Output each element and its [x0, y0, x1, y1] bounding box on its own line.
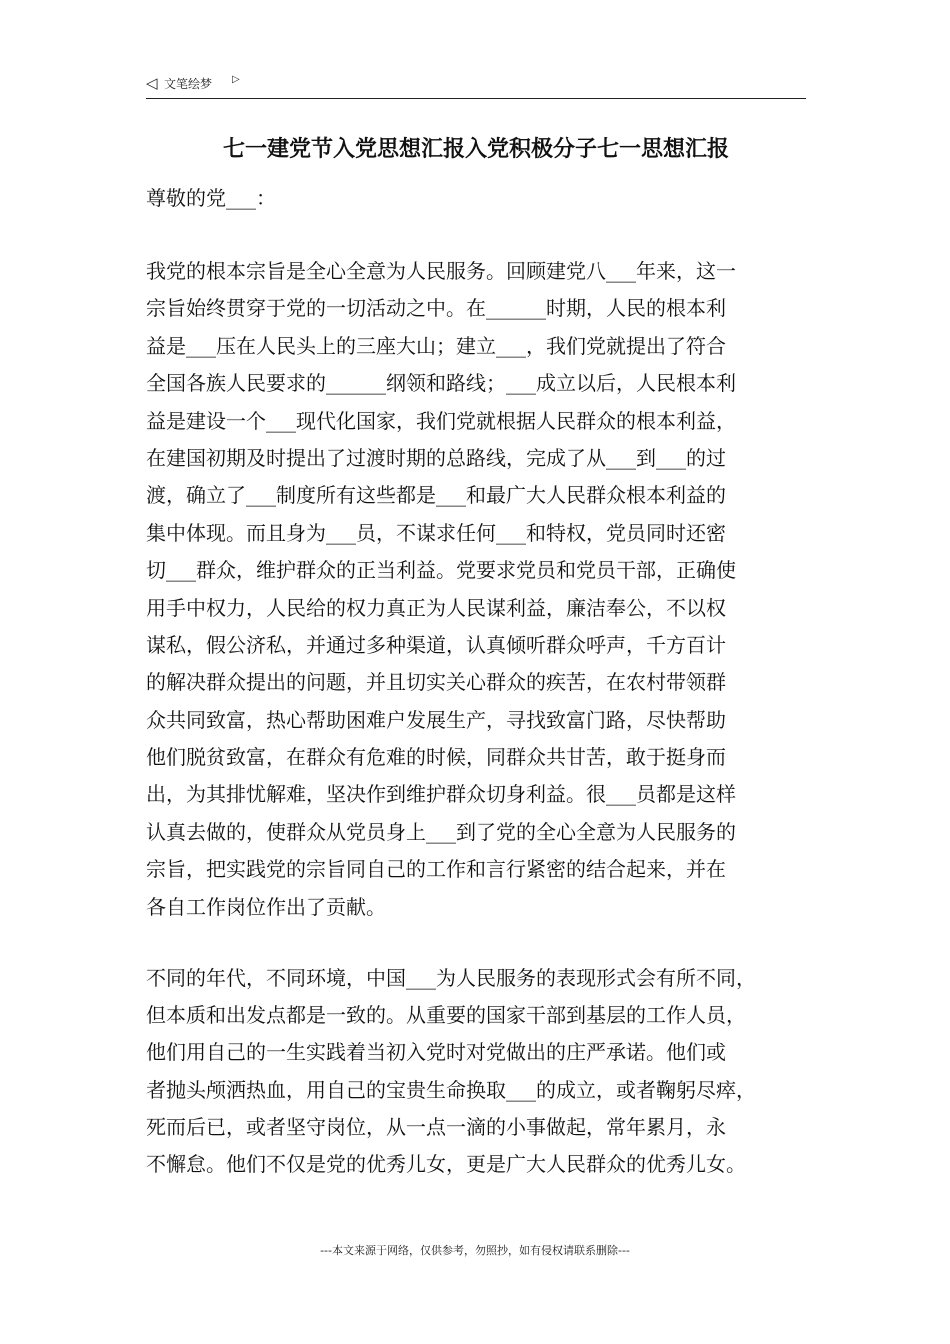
- paragraph-line: 但本质和出发点都是一致的。从重要的国家干部到基层的工作人员，: [146, 1003, 746, 1028]
- header-brand: 文笔绘梦: [164, 77, 213, 91]
- paragraph-line: 我党的根本宗旨是全心全意为人民服务。回顾建党八___年来，这一: [146, 259, 736, 283]
- document-title: 七一建党节入党思想汇报入党积极分子七一思想汇报: [222, 137, 729, 162]
- paragraph-line: 宗旨始终贯穿于党的一切活动之中。在______时期，人民的根本利: [146, 296, 726, 321]
- salutation: 尊敬的党___：: [146, 186, 276, 210]
- paragraph-line: 宗旨，把实践党的宗旨同自己的工作和言行紧密的结合起来，并在: [146, 857, 726, 882]
- paragraph-line: 渡，确立了___制度所有这些都是___和最广大人民群众根本利益的: [146, 483, 726, 508]
- paragraph-line: 益是建设一个___现代化国家，我们党就根据人民群众的根本利益，: [146, 408, 736, 433]
- triangle-right-icon: ▷: [232, 74, 240, 85]
- paragraph-2: [146, 960, 826, 1183]
- paragraph-line: 不懈怠。他们不仅是党的优秀儿女，更是广大人民群众的优秀儿女。: [146, 1151, 746, 1176]
- footer-disclaimer: ---本文来源于网络，仅供参考，勿照抄，如有侵权请联系删除---: [320, 1244, 630, 1257]
- paragraph-line: 认真去做的，使群众从党员身上___到了党的全心全意为人民服务的: [146, 819, 736, 844]
- paragraph-line: 死而后已，或者坚守岗位，从一点一滴的小事做起，常年累月，永: [146, 1114, 726, 1139]
- paragraph-line: 他们脱贫致富，在群众有危难的时候，同群众共甘苦，敢于挺身而: [146, 745, 726, 770]
- paragraph-line: 用手中权力，人民给的权力真正为人民谋利益，廉洁奉公，不以权: [146, 595, 726, 620]
- paragraph-line: 在建国初期及时提出了过渡时期的总路线，完成了从___到___的过: [146, 445, 726, 470]
- triangle-left-icon: ◁: [146, 74, 158, 92]
- paragraph-line: 不同的年代，不同环境，中国___为人民服务的表现形式会有所不同，: [146, 966, 756, 990]
- paragraph-line: 各自工作岗位作出了贡献。: [146, 894, 386, 919]
- paragraph-line: 谋私，假公济私，并通过多种渠道，认真倾听群众呼声，千方百计: [146, 632, 726, 657]
- page-header: [146, 72, 806, 99]
- paragraph-1: [146, 253, 826, 926]
- paragraph-line: 益是___压在人民头上的三座大山；建立___，我们党就提出了符合: [146, 333, 726, 358]
- paragraph-line: 集中体现。而且身为___员，不谋求任何___和特权，党员同时还密: [146, 520, 726, 545]
- paragraph-line: 切___群众，维护群众的正当利益。党要求党员和党员干部，正确使: [146, 558, 736, 583]
- paragraph-line: 者抛头颅洒热血，用自己的宝贵生命换取___的成立，或者鞠躬尽瘁，: [146, 1077, 756, 1102]
- paragraph-line: 全国各族人民要求的______纲领和路线；___成立以后，人民根本利: [146, 371, 736, 396]
- paragraph-line: 众共同致富，热心帮助困难户发展生产，寻找致富门路，尽快帮助: [146, 707, 726, 732]
- paragraph-line: 出，为其排忧解难，坚决作到维护群众切身利益。很___员都是这样: [146, 782, 736, 807]
- paragraph-line: 的解决群众提出的问题，并且切实关心群众的疾苦，在农村带领群: [146, 670, 726, 695]
- paragraph-line: 他们用自己的一生实践着当初入党时对党做出的庄严承诺。他们或: [146, 1040, 726, 1065]
